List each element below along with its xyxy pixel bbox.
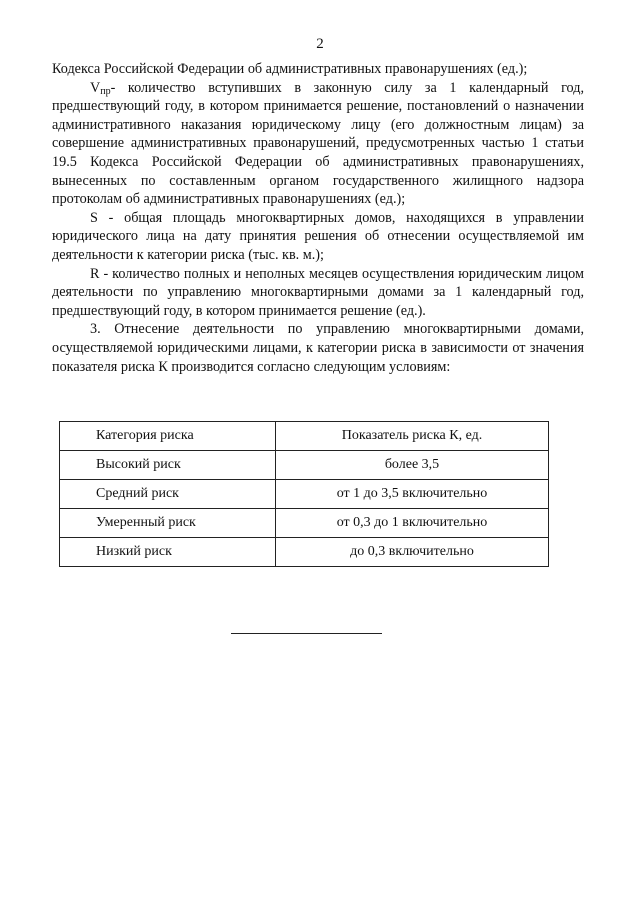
table-row — [60, 451, 549, 480]
table-row — [60, 538, 549, 567]
paragraph-continuation: Кодекса Российской Федерации об административных правонарушениях (ед.); — [52, 61, 528, 77]
header-indicator: Показатель риска К, ед. — [276, 422, 549, 451]
variable-v-text: - количество вступивших в законную силу за 1 календарный год, предшествующий году, в котором принимается решение, постановлений о назначении административного наказания юридическому лицу (его должностным лицам) за совершение административных правонарушений, предусмотренных частью 1 статьи 19.5 Кодекса Российской Федерации об административных правонарушениях, вынесенных по составленным органом государственного жилищного надзора протоколам об административных правонарушениях (ед.); — [52, 79, 584, 208]
paragraph-s-definition: S - общая площадь многоквартирных домов, находящихся в управлении юридического лица на дату принятия решения об отнесении осуществляемой им деятельности к категории риска (тыс. кв. м.); — [52, 209, 584, 263]
risk-category-table — [59, 421, 549, 567]
row-category: Умеренный риск — [60, 509, 276, 538]
table-row — [60, 480, 549, 509]
document-body — [52, 60, 584, 376]
variable-v-subscript: пр — [100, 85, 111, 97]
row-category: Низкий риск — [60, 538, 276, 567]
row-indicator: более 3,5 — [276, 451, 549, 480]
paragraph-r-definition: R - количество полных и неполных месяцев осуществления юридическим лицом деятельности по управлению многоквартирными домами за 1 календарный год, предшествующий году, в котором принимается решение (ед.). — [52, 265, 584, 319]
table-row — [60, 509, 549, 538]
paragraph-clause-3: 3. Отнесение деятельности по управлению многоквартирными домами, осуществляемой юридическими лицами, к категории риска в зависимости от значения показателя риска К производится согласно следующим условиям: — [52, 321, 584, 375]
table-header-row — [60, 422, 549, 451]
row-indicator: до 0,3 включительно — [276, 538, 549, 567]
variable-v: V — [90, 79, 101, 96]
row-indicator: от 0,3 до 1 включительно — [276, 509, 549, 538]
paragraph-v-definition — [52, 79, 584, 209]
row-category: Средний риск — [60, 480, 276, 509]
row-indicator: от 1 до 3,5 включительно — [276, 480, 549, 509]
closing-rule-divider — [231, 633, 382, 634]
row-category: Высокий риск — [60, 451, 276, 480]
page-number: 2 — [316, 36, 324, 52]
header-category: Категория риска — [60, 422, 276, 451]
